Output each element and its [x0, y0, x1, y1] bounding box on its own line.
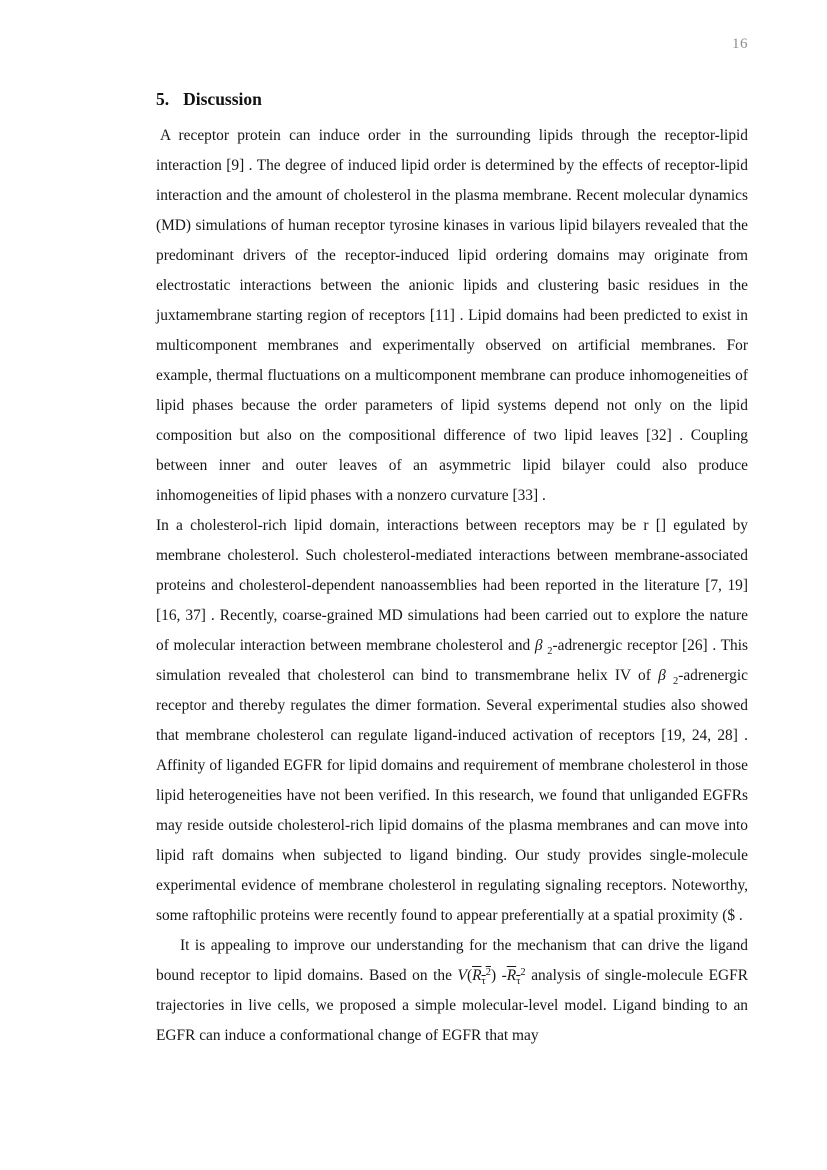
section-title: Discussion [183, 89, 262, 109]
page-content [156, 88, 748, 1051]
section-number: 5. [156, 89, 170, 109]
paragraph: It is appealing to improve our understanding for the mechanism that can drive the ligand bound receptor to lipid domains. Based on the $V(R_\tau^2)$ $-R_\tau^2$ analysis of single-molecule EGFR trajectories in live cells, we proposed a simple molecular-level model. Ligand binding to an EGFR can induce a conformational change of EGFR that may [156, 937, 748, 1044]
paragraph: In a cholesterol-rich lipid domain, interactions between receptors may be r [] egulated by membrane cholesterol. Such cholesterol-mediated interactions between membrane-associated proteins and cholesterol-dependent nanoassemblies had been reported in the literature [7, 19] [16, 37] . Recently, coarse-grained MD simulations had been carried out to explore the nature of molecular interaction between membrane cholesterol and β $_2$-adrenergic receptor [26] . This simulation revealed that cholesterol can bind to transmembrane helix IV of β $_2$-adrenergic receptor and thereby regulates the dimer formation. Several experimental studies also showed that membrane cholesterol can regulate ligand-induced activation of receptors [19, 24, 28] . Affinity of liganded EGFR for lipid domains and requirement of membrane cholesterol in those lipid heterogeneities have not been verified. In this research, we found that unliganded EGFRs may reside outside cholesterol-rich lipid domains of the plasma membranes and can move into lipid raft domains when subjected to ligand binding. Our study provides single-molecule experimental evidence of membrane cholesterol in regulating signaling receptors. Noteworthy, some raftophilic proteins were recently found to appear preferentially at a spatial proximity ($ . [156, 517, 748, 924]
paragraphs [156, 121, 748, 1051]
page-number: 16 [732, 36, 748, 52]
section-heading [156, 88, 748, 110]
paragraph: A receptor protein can induce order in the surrounding lipids through the receptor-lipid interaction [9] . The degree of induced lipid order is determined by the effects of receptor-lipid interaction and the amount of cholesterol in the plasma membrane. Recent molecular dynamics (MD) simulations of human receptor tyrosine kinases in various lipid bilayers revealed that the predominant drivers of the receptor-induced lipid ordering domains may originate from electrostatic interactions between the anionic lipids and clustering basic residues in the juxtamembrane starting region of receptors [11] . Lipid domains had been predicted to exist in multicomponent membranes and experimentally observed on artificial membranes. For example, thermal fluctuations on a multicomponent membrane can produce inhomogeneities of lipid phases because the order parameters of lipid systems depend not only on the lipid composition but also on the compositional difference of two lipid leaves [32] . Coupling between inner and outer leaves of an asymmetric lipid bilayer could also produce inhomogeneities of lipid phases with a nonzero curvature [33] . [156, 127, 748, 504]
